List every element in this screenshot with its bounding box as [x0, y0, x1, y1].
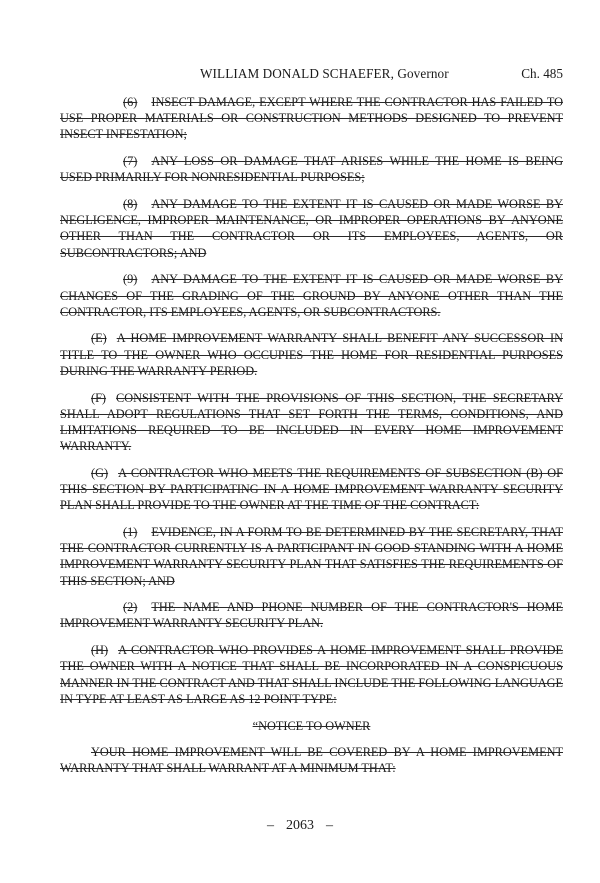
item-label: (2) — [123, 600, 138, 615]
clause-text: INSECT DAMAGE, EXCEPT WHERE THE CONTRACTOR HAS FAILED TO USE PROPER MATERIALS OR CONSTRUCTION METHODS DESIGNED TO PREVENT INSECT INFESTATION; — [60, 95, 563, 142]
subsection-label: (F) — [91, 390, 107, 405]
subsection-text: A CONTRACTOR WHO PROVIDES A HOME IMPROVEMENT SHALL PROVIDE THE OWNER WITH A NOTICE THAT SHALL BE INCORPORATED IN A CONSPICUOUS MANNER IN THE CONTRACT AND THAT SHALL INCLUDE THE FOLLOWING LANGUAGE IN TYPE AT LEAST AS LARGE AS 12 POINT TYPE: — [60, 643, 563, 706]
page-number: 2063 — [286, 818, 314, 833]
subsection-text: A HOME IMPROVEMENT WARRANTY SHALL BENEFIT ANY SUCCESSOR IN TITLE TO THE OWNER WHO OCCUPIES THE HOME FOR RESIDENTIAL PURPOSES DURING THE WARRANTY PERIOD. — [60, 331, 563, 378]
page-footer — [0, 818, 600, 834]
subsection-h — [60, 642, 563, 707]
item-1 — [60, 524, 563, 589]
clause-text: ANY DAMAGE TO THE EXTENT IT IS CAUSED OR MADE WORSE BY CHANGES OF THE GRADING OF THE GROUND BY ANYONE OTHER THAN THE CONTRACTOR, ITS EMPLOYEES, AGENTS, OR SUBCONTRACTORS. — [60, 272, 563, 319]
clause-7 — [60, 153, 563, 185]
chapter-number: Ch. 485 — [521, 66, 563, 81]
subsection-text: CONSISTENT WITH THE PROVISIONS OF THIS SECTION, THE SECRETARY SHALL ADOPT REGULATIONS THAT SET FORTH THE TERMS, CONDITIONS, AND LIMITATIONS REQUIRED TO BE INCLUDED IN EVERY HOME IMPROVEMENT WARRANTY. — [60, 390, 563, 454]
subsection-text: A CONTRACTOR WHO MEETS THE REQUIREMENTS OF SUBSECTION (B) OF THIS SECTION BY PARTICIPATING IN A HOME IMPROVEMENT WARRANTY SECURITY PLAN SHALL PROVIDE TO THE OWNER AT THE TIME OF THE CONTRACT: — [60, 465, 563, 513]
notice-body — [60, 744, 563, 776]
item-text: EVIDENCE, IN A FORM TO BE DETERMINED BY THE SECRETARY, THAT THE CONTRACTOR CURRENTLY IS A PARTICIPANT IN GOOD STANDING WITH A HOME IMPROVEMENT WARRANTY SECURITY PLAN THAT SATISFIES THE REQUIREMENTS OF THIS SECTION; AND — [60, 524, 563, 588]
notice-heading — [60, 718, 563, 734]
header-title: WILLIAM DONALD SCHAEFER, Governor — [200, 66, 449, 81]
subsection-e — [60, 330, 563, 379]
clause-label: (8) — [123, 197, 138, 212]
clause-text: ANY LOSS OR DAMAGE THAT ARISES WHILE THE HOME IS BEING USED PRIMARILY FOR NONRESIDENTIAL PURPOSES; — [60, 154, 563, 185]
subsection-label: (H) — [91, 643, 109, 658]
clause-label: (7) — [123, 154, 138, 169]
clause-label: (9) — [123, 272, 138, 287]
dash-right: – — [326, 818, 333, 833]
clause-6 — [60, 94, 563, 143]
subsection-f — [60, 390, 563, 455]
notice-body-text: YOUR HOME IMPROVEMENT WILL BE COVERED BY A HOME IMPROVEMENT WARRANTY THAT SHALL WARRANT AT A MINIMUM THAT: — [60, 744, 563, 775]
notice-heading-text: “NOTICE TO OWNER — [252, 718, 371, 733]
subsection-label: (E) — [91, 331, 107, 346]
subsection-g — [60, 465, 563, 514]
item-text: THE NAME AND PHONE NUMBER OF THE CONTRACTOR'S HOME IMPROVEMENT WARRANTY SECURITY PLAN. — [60, 600, 563, 631]
clause-text: ANY DAMAGE TO THE EXTENT IT IS CAUSED OR MADE WORSE BY NEGLIGENCE, IMPROPER MAINTENANCE, OR IMPROPER OPERATIONS BY ANYONE OTHER THAN THE CONTRACTOR OR ITS EMPLOYEES, AGENTS, OR SUBCONTRACTORS; AND — [60, 197, 563, 260]
item-2 — [60, 599, 563, 631]
clause-label: (6) — [123, 95, 138, 109]
dash-left: – — [267, 818, 274, 833]
subsection-label: (G) — [91, 465, 109, 480]
document-body — [60, 94, 563, 787]
running-header — [60, 66, 563, 84]
clause-8 — [60, 196, 563, 261]
clause-9 — [60, 271, 563, 320]
item-label: (1) — [123, 524, 138, 539]
